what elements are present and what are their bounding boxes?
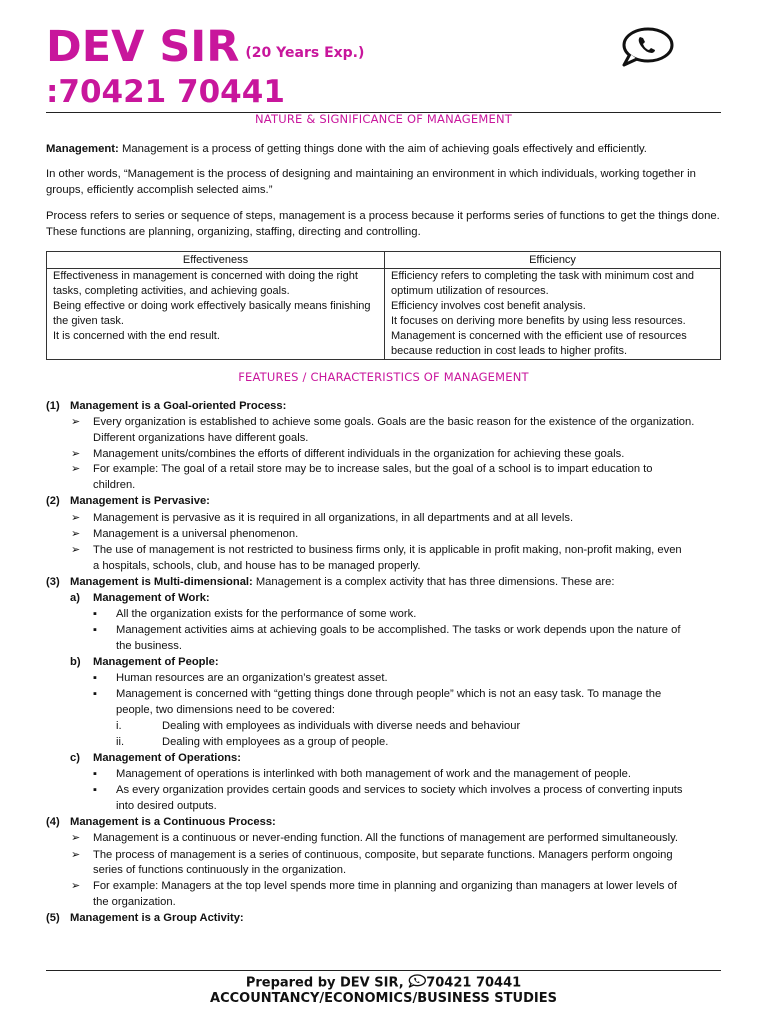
definition-paragraph — [46, 142, 724, 158]
feature-text: Management is a complex activity that has three dimensions. These are: — [252, 576, 615, 588]
feature-text: For example: The goal of a retail store may be to increase sales, but the goal of a school is to impart education to — [93, 463, 653, 475]
arrow-bullet: ➢ — [71, 849, 81, 861]
effectiveness-cell — [47, 269, 385, 360]
arrow-bullet: ➢ — [71, 832, 81, 844]
arrow-bullet: ➢ — [71, 880, 81, 892]
feature-number: (4) — [46, 816, 60, 828]
phone-number: :70421 70441 — [46, 74, 285, 110]
feature-text: the organization. — [93, 896, 176, 908]
footer-divider — [46, 970, 721, 971]
footer-subjects: ACCOUNTANCY/ECONOMICS/BUSINESS STUDIES — [210, 991, 557, 1006]
table-header-row — [47, 252, 721, 269]
sub-label: c) — [70, 752, 80, 764]
process-paragraph: Process refers to series or sequence of steps, management is a process because it performs series of functions to get the things done. These functions are planning, organizing, staffing, directing and controlling. — [46, 210, 720, 238]
efficiency-cell — [385, 269, 721, 360]
column-header-efficiency: Efficiency — [385, 252, 721, 269]
roman-numeral: i. — [116, 720, 122, 732]
sub-heading: Management of People: — [93, 656, 219, 668]
other-words-paragraph: In other words, “Management is the process of designing and maintaining an environment in which individuals, working together in groups, efficiently accomplish selected aims.” — [46, 168, 696, 196]
table-item: Effectiveness in management is concerned with doing the right tasks, completing activities, and achieving goals. — [53, 270, 358, 297]
feature-number: (1) — [46, 400, 60, 412]
column-header-effectiveness: Effectiveness — [47, 252, 385, 269]
feature-text: Dealing with employees as individuals with diverse needs and behaviour — [162, 720, 521, 732]
table-item: It is concerned with the end result. — [53, 330, 220, 342]
feature-number: (3) — [46, 576, 60, 588]
feature-heading: Management is a Goal-oriented Process: — [70, 400, 287, 412]
feature-text: Management units/combines the efforts of different individuals in the organization for achieving these goals. — [93, 448, 625, 460]
square-bullet: ▪ — [93, 784, 97, 796]
definition-text: Management is a process of getting things done with the aim of achieving goals effectively and efficiently. — [118, 143, 647, 155]
feature-text: For example: Managers at the top level spends more time in planning and organizing than managers at lower levels of — [93, 880, 677, 892]
feature-text: Management is pervasive as it is required in all organizations, in all departments and at all levels. — [93, 512, 574, 524]
square-bullet: ▪ — [93, 672, 97, 684]
feature-text: Different organizations have different goals. — [93, 432, 309, 444]
feature-heading: Management is Pervasive: — [70, 495, 210, 507]
feature-text: Management is a continuous or never-ending function. All the functions of management are performed simultaneously. — [93, 832, 678, 844]
roman-numeral: ii. — [116, 736, 125, 748]
whatsapp-icon[interactable] — [408, 973, 426, 989]
arrow-bullet: ➢ — [71, 544, 81, 556]
sub-heading: Management of Work: — [93, 592, 210, 604]
page-title: NATURE & SIGNIFICANCE OF MANAGEMENT — [255, 112, 512, 126]
footer-prepared: Prepared by DEV SIR, — [245, 975, 404, 991]
footer-line-1 — [46, 975, 721, 991]
arrow-bullet: ➢ — [71, 512, 81, 524]
feature-text: a hospitals, schools, club, and house has to be managed properly. — [93, 560, 421, 572]
arrow-bullet: ➢ — [71, 463, 81, 475]
feature-text: Dealing with employees as a group of people. — [162, 736, 389, 748]
feature-number: (2) — [46, 495, 60, 507]
square-bullet: ▪ — [93, 768, 97, 780]
square-bullet: ▪ — [93, 688, 97, 700]
feature-text: All the organization exists for the performance of some work. — [116, 608, 417, 620]
arrow-bullet: ➢ — [71, 448, 81, 460]
feature-text: into desired outputs. — [116, 800, 217, 812]
features-title: FEATURES / CHARACTERISTICS OF MANAGEMENT — [238, 370, 529, 384]
feature-heading: Management is Multi-dimensional: — [70, 576, 253, 588]
feature-text: people, two dimensions need to be covered: — [116, 704, 335, 716]
arrow-bullet: ➢ — [71, 416, 81, 428]
comparison-table — [46, 251, 721, 360]
feature-heading-line — [70, 575, 614, 591]
whatsapp-icon[interactable] — [620, 26, 674, 68]
feature-heading: Management is a Group Activity: — [70, 912, 244, 924]
sub-label: a) — [70, 592, 80, 604]
brand-title: DEV SIR — [46, 22, 240, 72]
table-item: Efficiency refers to completing the task with minimum cost and optimum utilization of resources. — [391, 270, 695, 297]
arrow-bullet: ➢ — [71, 528, 81, 540]
brand-name — [46, 24, 364, 80]
sub-label: b) — [70, 656, 81, 668]
footer-phone: 70421 70441 — [426, 975, 522, 991]
feature-text: The use of management is not restricted to business firms only, it is applicable in profit making, non-profit making, even — [93, 544, 682, 556]
experience-label: (20 Years Exp.) — [245, 45, 365, 61]
feature-text: The process of management is a series of continuous, composite, but separate functions. Managers perform ongoing — [93, 849, 673, 861]
sub-heading: Management of Operations: — [93, 752, 241, 764]
feature-text: Management activities aims at achieving goals to be accomplished. The tasks or work depends upon the nature of — [116, 624, 681, 636]
feature-text: Management is concerned with “getting things done through people” which is not an easy task. To manage the — [116, 688, 662, 700]
square-bullet: ▪ — [93, 624, 97, 636]
definition-label: Management: — [46, 143, 119, 155]
feature-text: children. — [93, 479, 136, 491]
feature-text: series of functions continuously in the organization. — [93, 864, 347, 876]
feature-text: As every organization provides certain goods and services to society which involves a process of converting inputs — [116, 784, 683, 796]
feature-text: Human resources are an organization’s greatest asset. — [116, 672, 388, 684]
feature-text: Every organization is established to achieve some goals. Goals are the basic reason for the existence of the organization. — [93, 416, 695, 428]
table-item: Efficiency involves cost benefit analysis. — [391, 300, 586, 312]
table-row — [47, 269, 721, 360]
feature-text: Management of operations is interlinked with both management of work and the management of people. — [116, 768, 631, 780]
table-item: Management is concerned with the efficient use of resources because reduction in cost leads to higher profits. — [391, 330, 687, 357]
square-bullet: ▪ — [93, 608, 97, 620]
table-item: Being effective or doing work effectively basically means finishing the given task. — [53, 300, 371, 327]
feature-heading: Management is a Continuous Process: — [70, 816, 276, 828]
feature-text: the business. — [116, 640, 182, 652]
feature-text: Management is a universal phenomenon. — [93, 528, 299, 540]
table-item: It focuses on deriving more benefits by using less resources. — [391, 315, 686, 327]
feature-number: (5) — [46, 912, 60, 924]
